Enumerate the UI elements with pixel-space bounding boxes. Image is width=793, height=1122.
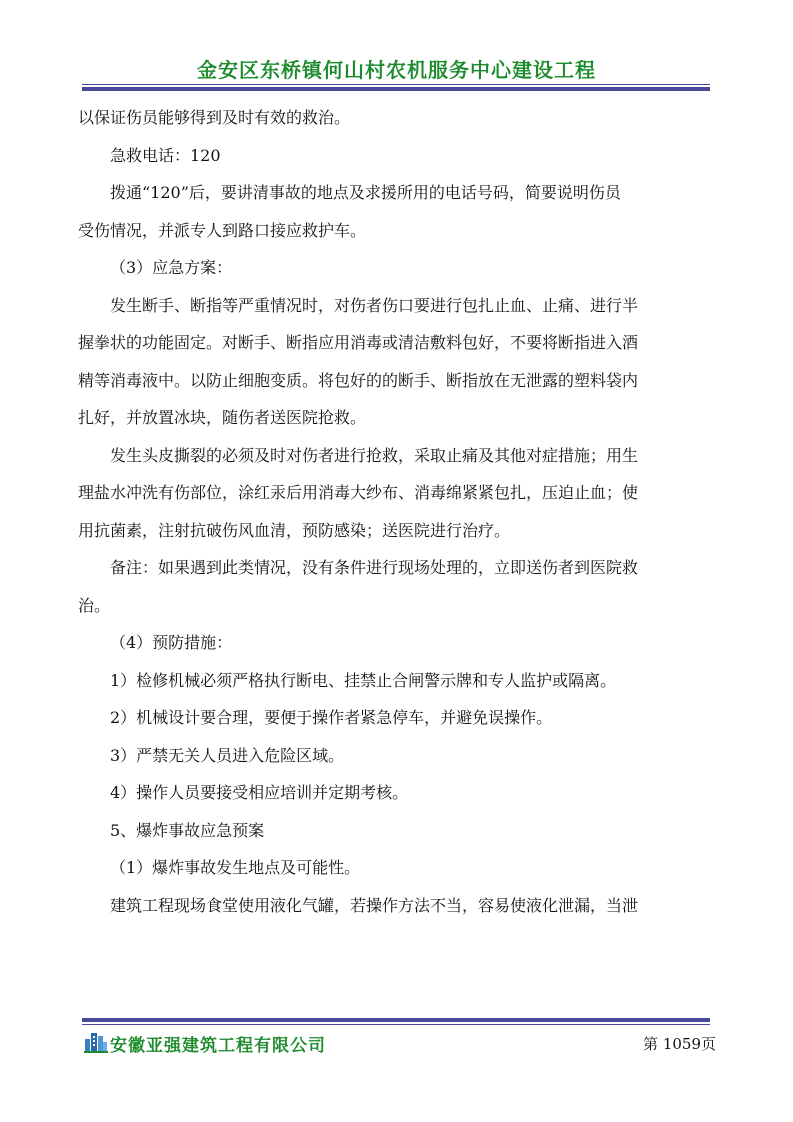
footer-rule-thick	[82, 1018, 710, 1022]
paragraph-line: 拨通“120”后，要讲清事故的地点及求援所用的电话号码，简要说明伤员	[110, 183, 621, 202]
paragraph-line: 受伤情况，并派专人到路口接应救护车。	[78, 220, 367, 240]
list-item: 1）检修机械必须严格执行断电、挂禁止合闸警示牌和专人监护或隔离。	[110, 670, 617, 690]
paragraph-line: 用抗菌素，注射抗破伤风血清，预防感染；送医院进行治疗。	[78, 520, 511, 540]
paragraph-line: 扎好，并放置冰块，随伤者送医院抢救。	[78, 408, 367, 427]
paragraph-line: 以保证伤员能够得到及时有效的救治。	[78, 108, 351, 127]
page-number: 第 1059页	[643, 1035, 716, 1053]
section-heading: （3）应急方案：	[110, 258, 233, 277]
list-item: 2）机械设计要合理，要便于操作者紧急停车，并避免误操作。	[110, 708, 553, 727]
paragraph-line: 急救电话：120	[110, 145, 221, 165]
list-item: 4）操作人员要接受相应培训并定期考核。	[110, 783, 409, 802]
company-name: 安徽亚强建筑工程有限公司	[110, 1036, 326, 1056]
section-heading: （4）预防措施：	[110, 633, 233, 652]
header-rule-thin	[82, 84, 710, 85]
section-heading: （1）爆炸事故发生地点及可能性。	[110, 858, 361, 877]
paragraph-line: 理盐水冲洗有伤部位，涂红汞后用消毒大纱布、消毒绵紧紧包扎，压迫止血；使	[78, 483, 639, 502]
document-body	[78, 99, 718, 924]
paragraph-line: 发生断手、断指等严重情况时，对伤者伤口要进行包扎止血、止痛、进行半	[110, 295, 639, 315]
footer-rule-thin	[82, 1024, 710, 1025]
building-logo-icon	[84, 1031, 108, 1053]
footer-bar	[84, 1029, 716, 1057]
paragraph-line: 治。	[78, 595, 111, 615]
paragraph-line: 发生头皮撕裂的必须及时对伤者进行抢救，采取止痛及其他对症措施；用生	[110, 445, 639, 465]
list-item: 3）严禁无关人员进入危险区域。	[110, 745, 345, 765]
header-title: 金安区东桥镇何山村农机服务中心建设工程	[197, 58, 596, 82]
section-heading: 5、爆炸事故应急预案	[110, 820, 265, 840]
header-rule-thick	[82, 87, 710, 91]
paragraph-line: 备注：如果遇到此类情况，没有条件进行现场处理的，立即送伤者到医院救	[110, 558, 639, 577]
paragraph-line: 建筑工程现场食堂使用液化气罐，若操作方法不当，容易使液化泄漏，当泄	[110, 895, 639, 915]
paragraph-line: 握拳状的功能固定。对断手、断指应用消毒或清洁敷料包好，不要将断指进入酒	[78, 333, 639, 352]
paragraph-line: 精等消毒液中。以防止细胞变质。将包好的的断手、断指放在无泄露的塑料袋内	[78, 370, 639, 390]
